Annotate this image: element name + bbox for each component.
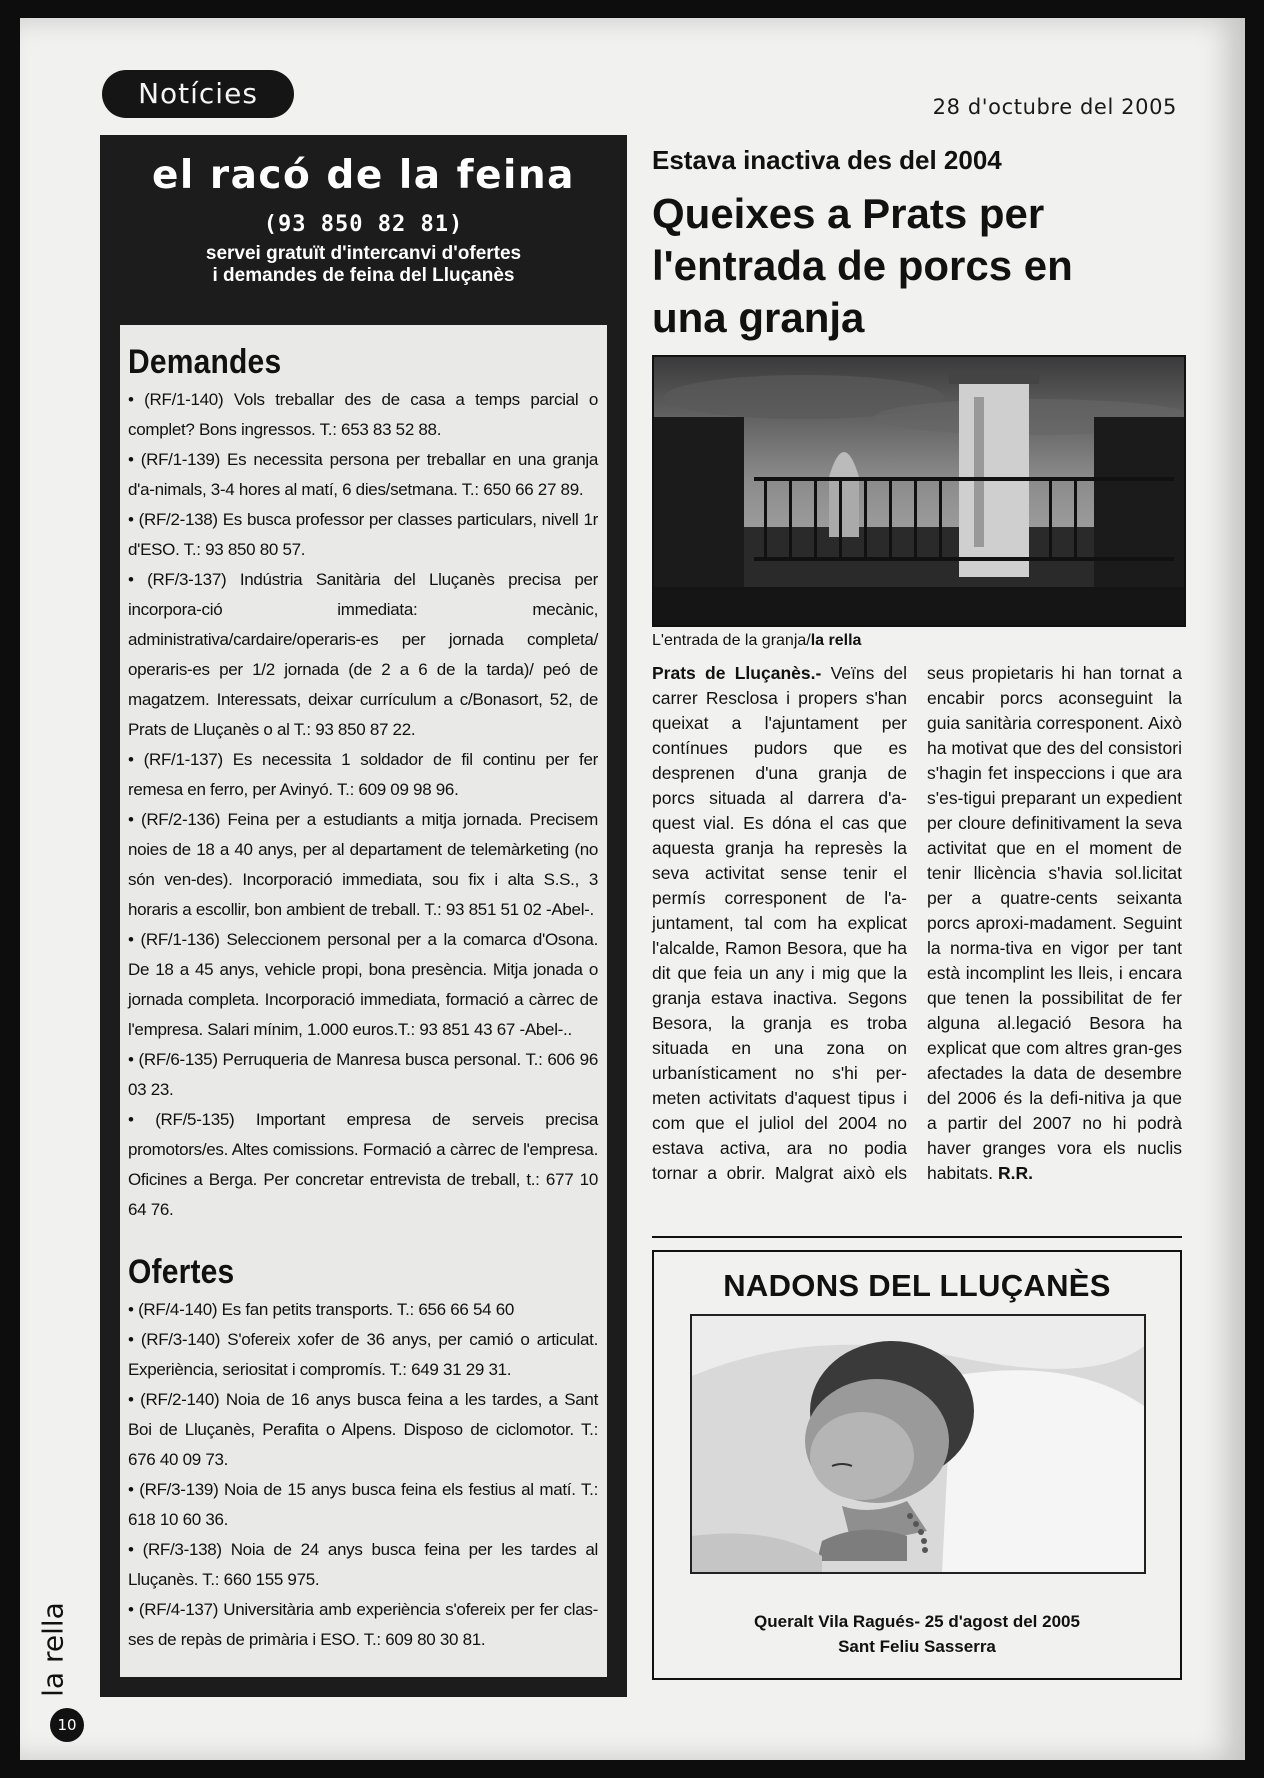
demandes-heading: Demandes (128, 343, 282, 381)
magazine-page (20, 18, 1245, 1760)
caption-credit: la rella (810, 632, 862, 649)
job-board-phone: (93 850 82 81) (263, 212, 464, 237)
list-item: • (RF/2-136) Feina per a estudiants a mitja jornada. Precisem noies de 18 a 40 anys, per al departament de telemàrketing (no són ven-des). Incorporació immediata, sou fix i alta S.S., 3 horaris a escollir, bon ambient de treball. T.: 93 851 51 02 -Abel-. (128, 810, 598, 919)
job-listings-panel (120, 325, 607, 1677)
article-signature: R.R. (998, 1163, 1034, 1183)
nadons-title: NADONS DEL LLUÇANÈS (723, 1268, 1111, 1303)
list-item: • (RF/4-140) Es fan petits transports. T.: 656 66 54 60 (128, 1300, 515, 1319)
article-lead: Prats de Lluçanès.- (652, 663, 822, 683)
job-board-subtitle-line2: i demandes de feina del Lluçanès (212, 265, 515, 286)
article-text: Veïns del carrer Resclosa i propers s'han queixat a l'ajuntament per contínues pudors que es desprenen d'una granja de porcs situada al darrera d'a-quest vial. Es dóna el cas que aquesta granja ha represès la seva activitat sense tenir el permís corresponent de l'a-juntament, tal com ha explicat l'alcalde, Ramon Besora, que ha dit que feia un any i mig que la granja estava inactiva. Segons Besora, la granja es troba situada en una zona on urbanísticament no s'hi per-meten activitats d'aquest tipus i com que el juliol del 2004 no estava activa, ara no podia tornar a obrir. Malgrat això els seus propietaris hi han tornat a encabir porcs aconseguint la guia sanitària corresponent. Això ha motivat que des del consistori s'hagin fet inspeccions i que ara s'es-tigui preparant un expedient per cloure definitivament la seva activitat que en el moment de tenir llicència s'havia sol.licitat per a quatre-cents seixanta porcs aproxi-madament. Seguint la norma-tiva en vigor per tant està incomplint les lleis, i encara que tenen la possibilitat de fer alguna al.legació Besora ha explicat que com altres gran-ges afectades la data de desembre del 2006 és la defi-nitiva ja que a partir del 2007 no hi podrà haver granges vora els nuclis habitats. (652, 663, 1182, 1183)
article-kicker: Estava inactiva des del 2004 (652, 145, 1002, 175)
magazine-brand-text: la rella (36, 1602, 70, 1697)
list-item: • (RF/1-137) Es necessita 1 soldador de fil continu per fer remesa en ferro, per Avinyó. T.: 609 09 98 96. (128, 750, 598, 799)
farm-photo-illustration (654, 357, 1184, 625)
job-board-subtitle-line1: servei gratuït d'intercanvi d'ofertes (205, 243, 522, 264)
baby-photo-illustration (692, 1316, 1144, 1572)
list-item: • (RF/6-135) Perruqueria de Manresa busca personal. T.: 606 96 03 23. (128, 1050, 598, 1099)
list-item: • (RF/3-138) Noia de 24 anys busca feina per les tardes al Lluçanès. T.: 660 155 975. (128, 1540, 598, 1589)
list-item: • (RF/5-135) Important empresa de serveis precisa promotors/es. Altes comissions. Formació a càrrec de l'empresa. Oficines a Berga. Per concretar entrevista de treball, t.: 677 10 64 76. (128, 1110, 598, 1219)
baby-photo (690, 1314, 1146, 1574)
list-item: • (RF/3-137) Indústria Sanitària del Lluçanès precisa per incorpora-ció immediata: mecànic, administrativa/cardaire/operaris-es per jornada completa/ operaris-es per 1/2 jornada (de 2 a 6 de la tarda)/ peó de magatzem. Interessats, deixar currículum a c/Bonasort, 52, de Prats de Lluçanès o al T.: 93 850 87 22. (128, 570, 598, 739)
nadons-box (652, 1250, 1182, 1680)
job-board-title: el racó de la feina (151, 153, 575, 198)
ofertes-list (128, 1295, 598, 1655)
list-item: • (RF/2-140) Noia de 16 anys busca feina a les tardes, a Sant Boi de Lluçanès, Perafita o Alpens. Disposo de ciclomotor. T.: 676 40 09 73. (128, 1390, 598, 1469)
list-item: • (RF/1-139) Es necessita persona per treballar en una granja d'a-nimals, 3-4 hores al matí, 6 dies/setmana. T.: 650 66 27 89. (128, 450, 598, 499)
caption-text: L'entrada de la granja/ (652, 632, 811, 649)
demandes-list (128, 385, 598, 1225)
baby-caption (654, 1609, 1180, 1659)
farm-entrance-photo (652, 355, 1186, 627)
list-item: • (RF/1-140) Vols treballar des de casa a temps parcial o complet? Bons ingressos. T.: 653 83 52 88. (128, 390, 598, 439)
ofertes-heading: Ofertes (128, 1253, 235, 1291)
issue-date: 28 d'octubre del 2005 (932, 95, 1177, 119)
article-headline: Queixes a Prats per l'entrada de porcs en una granja (652, 190, 1073, 341)
article-body (652, 661, 1182, 1221)
job-listings (128, 343, 598, 1655)
list-item: • (RF/3-140) S'ofereix xofer de 36 anys, per camió o articulat. Experiència, seriositat i compromís. T.: 649 31 29 31. (128, 1330, 598, 1379)
list-item: • (RF/1-136) Seleccionem personal per a la comarca d'Osona. De 18 a 45 anys, vehicle propi, bona presència. Mitja jonada o jornada completa. Incorporació immediata, formació a càrrec de l'empresa. Salari mínim, 1.000 euros.T.: 93 851 43 67 -Abel-.. (128, 930, 598, 1039)
section-divider (652, 1236, 1182, 1238)
list-item: • (RF/3-139) Noia de 15 anys busca feina els festius al matí. T.: 618 10 60 36. (128, 1480, 598, 1529)
baby-name-date: Queralt Vila Ragués- 25 d'agost del 2005 (754, 1612, 1080, 1631)
photo-caption (652, 632, 861, 650)
page-number: 10 (50, 1708, 84, 1742)
job-board-box (100, 135, 627, 1697)
section-badge: Notícies (102, 70, 294, 118)
magazine-brand (38, 1588, 68, 1708)
baby-place: Sant Feliu Sasserra (838, 1637, 996, 1656)
list-item: • (RF/2-138) Es busca professor per classes particulars, nivell 1r d'ESO. T.: 93 850 80 57. (128, 510, 598, 559)
job-board-subtitle (100, 243, 627, 287)
list-item: • (RF/4-137) Universitària amb experiència s'ofereix per fer clas-ses de repàs de primària i ESO. T.: 609 80 30 81. (128, 1600, 598, 1649)
